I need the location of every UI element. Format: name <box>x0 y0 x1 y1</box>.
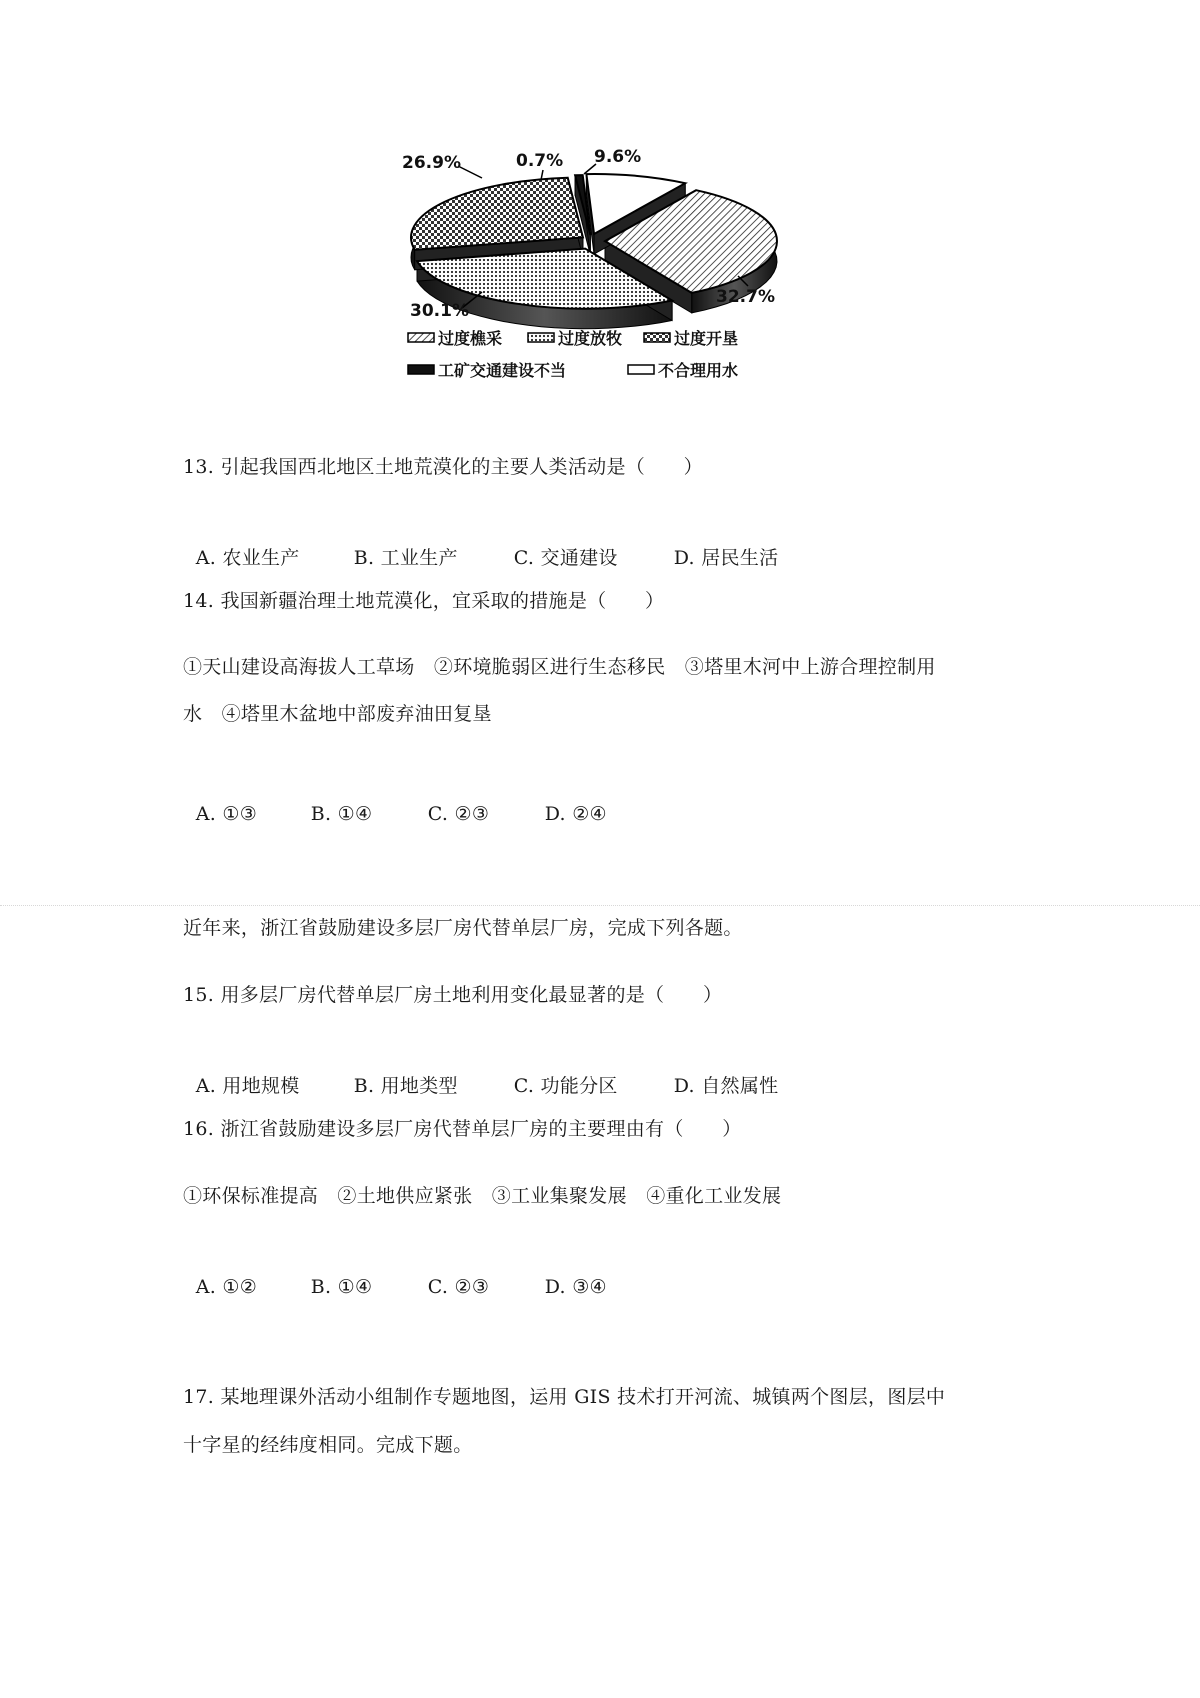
q16-options <box>183 1251 607 1299</box>
q14-option-a[interactable]: A. ①③ <box>195 803 258 825</box>
legend-swatch-3 <box>408 365 434 374</box>
page-divider <box>0 905 1200 906</box>
legend-label-0: 过度樵采 <box>438 329 503 348</box>
q14-option-d[interactable]: D. ②④ <box>544 803 607 825</box>
q14-option-b[interactable]: B. ①④ <box>310 803 373 825</box>
q13-option-d[interactable]: D. 居民生活 <box>673 547 779 569</box>
q16-option-c[interactable]: C. ②③ <box>427 1276 490 1298</box>
q13-options <box>183 522 778 570</box>
q13-option-c[interactable]: C. 交通建设 <box>513 547 618 569</box>
q15-options <box>183 1050 778 1098</box>
q14-items-line2: 水 ④塔里木盆地中部废弃油田复垦 <box>183 703 492 725</box>
q17-stem-line1: 17. 某地理课外活动小组制作专题地图，运用 GIS 技术打开河流、城镇两个图层，图层中 <box>183 1386 946 1408</box>
q15-option-a[interactable]: A. 用地规模 <box>195 1075 300 1097</box>
legend-swatch-4 <box>628 365 654 374</box>
desertification-pie-chart <box>398 146 790 422</box>
q14-stem: 14. 我国新疆治理土地荒漠化，宜采取的措施是（ ） <box>183 590 665 612</box>
q14-items-line1: ①天山建设高海拔人工草场 ②环境脆弱区进行生态移民 ③塔里木河中上游合理控制用 <box>183 656 936 678</box>
legend-label-1: 过度放牧 <box>558 329 623 348</box>
pie-chart-svg <box>398 146 790 422</box>
q17-stem-line2: 十字星的经纬度相同。完成下题。 <box>183 1434 473 1456</box>
legend-label-4: 不合理用水 <box>658 361 739 380</box>
pct-leader-2 <box>458 166 482 178</box>
legend-label-3: 工矿交通建设不当 <box>438 361 567 380</box>
q16-stem: 16. 浙江省鼓励建设多层厂房代替单层厂房的主要理由有（ ） <box>183 1118 742 1140</box>
q15-option-b[interactable]: B. 用地类型 <box>353 1075 458 1097</box>
intro-15-16: 近年来，浙江省鼓励建设多层厂房代替单层厂房，完成下列各题。 <box>183 917 743 939</box>
q16-option-a[interactable]: A. ①② <box>195 1276 258 1298</box>
slice-over-cultivation <box>411 178 583 250</box>
q14-option-c[interactable]: C. ②③ <box>427 803 490 825</box>
q16-items: ①环保标准提高 ②土地供应紧张 ③工业集聚发展 ④重化工业发展 <box>183 1185 782 1207</box>
q15-option-c[interactable]: C. 功能分区 <box>513 1075 618 1097</box>
pct-label-3: 0.7% <box>516 151 564 171</box>
q15-stem: 15. 用多层厂房代替单层厂房土地利用变化最显著的是（ ） <box>183 984 723 1006</box>
q16-option-d[interactable]: D. ③④ <box>544 1276 607 1298</box>
q15-option-d[interactable]: D. 自然属性 <box>673 1075 779 1097</box>
pct-label-0: 32.7% <box>716 287 775 307</box>
legend-label-2: 过度开垦 <box>674 329 739 348</box>
q13-option-b[interactable]: B. 工业生产 <box>353 547 458 569</box>
q16-option-b[interactable]: B. ①④ <box>310 1276 373 1298</box>
q13-option-a[interactable]: A. 农业生产 <box>195 547 300 569</box>
q14-options <box>183 778 607 826</box>
pct-label-1: 30.1% <box>410 301 469 321</box>
legend-swatch-2 <box>644 333 670 342</box>
q13-stem: 13. 引起我国西北地区土地荒漠化的主要人类活动是（ ） <box>183 456 703 478</box>
legend-swatch-0 <box>408 333 434 342</box>
legend-swatch-1 <box>528 333 554 342</box>
pct-label-4: 9.6% <box>594 147 642 167</box>
pct-label-2: 26.9% <box>402 153 461 173</box>
